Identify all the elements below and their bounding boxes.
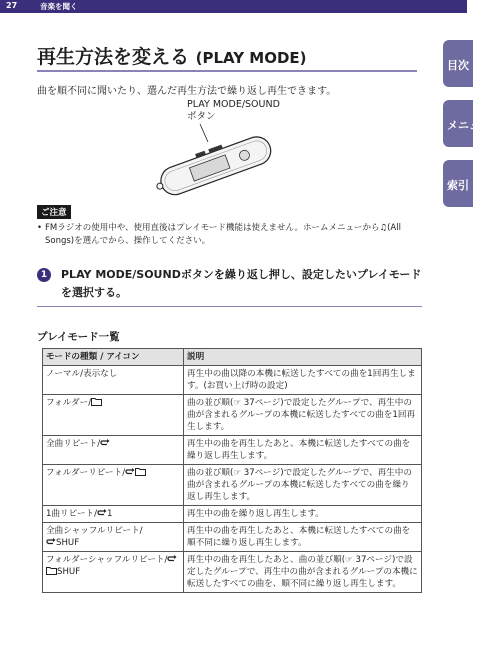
caution-label: ご注意 [37,205,71,219]
description-cell: 曲の並び順(☞ 37ページ)で設定したグループで、再生中の曲が含まれるグループの本機に転送したすべての曲を繰り返し再生します。 [184,465,422,506]
mode-cell [43,506,184,523]
repeat-icon [46,537,56,546]
table-row [43,465,422,506]
description-cell: 再生中の曲を再生したあと、本機に転送したすべての曲を繰り返し再生します。 [184,436,422,465]
table-row [43,436,422,465]
table-row [43,395,422,436]
mode-label: フォルダーリピート/ [46,468,126,478]
bullet-dot: • [37,223,43,233]
table-row [43,552,422,593]
step-text: PLAY MODE/SOUNDボタンを繰り返し押し、設定したいプレイモードを選択する。 [61,268,422,299]
mode-label: ノーマル/表示なし [46,369,118,379]
table-row [43,506,422,523]
repeat-icon [100,438,110,447]
device-callout-line-2: ボタン [187,111,216,122]
mode-label: 全曲リピート/ [46,439,101,449]
page-number: 27 [6,1,18,10]
device-callout-line-1: PLAY MODE/SOUND [187,99,280,110]
tab-menu[interactable] [443,100,491,147]
table-row [43,366,422,395]
repeat-icon [125,467,135,476]
repeat-icon [167,554,177,563]
caution-text: FMラジオの使用中や、使用直後はプレイモード機能は使えません。ホームメニューから♫(All Songs)を選んでから、操作してください。 [45,223,401,246]
mode-cell [43,523,184,552]
title-divider [37,70,417,72]
tab-index-label: 索引 [447,179,469,192]
shuffle-indicator: SHUF [57,567,81,577]
page-title [37,42,307,69]
folder-icon [46,566,57,575]
header-mode: モードの種類 / アイコン [43,349,184,366]
mode-cell [43,552,184,593]
tab-contents-label: 目次 [447,59,469,72]
page-title-main: 再生方法を変える [37,46,190,68]
table-row [43,523,422,552]
mode-cell [43,366,184,395]
description-cell: 曲の並び順(☞ 37ページ)で設定したグループで、再生中の曲が含まれるグループの本機に転送したすべての曲を1回再生します。 [184,395,422,436]
tab-contents[interactable] [443,40,473,87]
repeat-one-indicator: 1 [107,509,113,519]
table-header-row [43,349,422,366]
description-cell: 再生中の曲を繰り返し再生します。 [184,506,422,523]
mode-label: フォルダーシャッフルリピート/ [46,555,168,565]
tab-menu-label: メニュー [447,119,491,132]
page-title-sub: (PLAY MODE) [195,49,307,67]
description-cell: 再生中の曲を再生したあと、本機に転送したすべての曲を順不同に繰り返し再生します。 [184,523,422,552]
play-mode-table [42,348,422,593]
step-divider [37,306,422,307]
table-title: プレイモード一覧 [37,331,120,343]
mode-cell [43,436,184,465]
mode-label: 全曲シャッフルリピート/ [46,526,143,536]
mode-cell [43,465,184,506]
description-cell: 再生中の曲を再生したあと、曲の並び順(☞ 37ページ)で設定したグループで、再生中の曲が含まれるグループの本機に転送したすべての曲を、順不同に繰り返し再生します。 [184,552,422,593]
folder-icon [135,467,146,476]
player-device-illustration [150,120,280,195]
tab-index[interactable] [443,160,473,207]
section-title: 音楽を聞く [40,2,78,11]
folder-icon [91,397,102,406]
description-cell: 再生中の曲以降の本機に転送したすべての曲を1回再生します。(お買い上げ時の設定) [184,366,422,395]
repeat-icon [97,508,107,517]
header-description: 説明 [184,349,422,366]
mode-label: 1曲リピート/ [46,509,97,519]
shuffle-indicator: SHUF [56,538,80,548]
mode-label: フォルダー/ [46,398,92,408]
intro-text: 曲を順不同に聞いたり、選んだ再生方法で繰り返し再生できます。 [37,86,337,97]
step-number: 1 [37,268,51,282]
mode-cell [43,395,184,436]
page-header-bar [0,0,467,13]
